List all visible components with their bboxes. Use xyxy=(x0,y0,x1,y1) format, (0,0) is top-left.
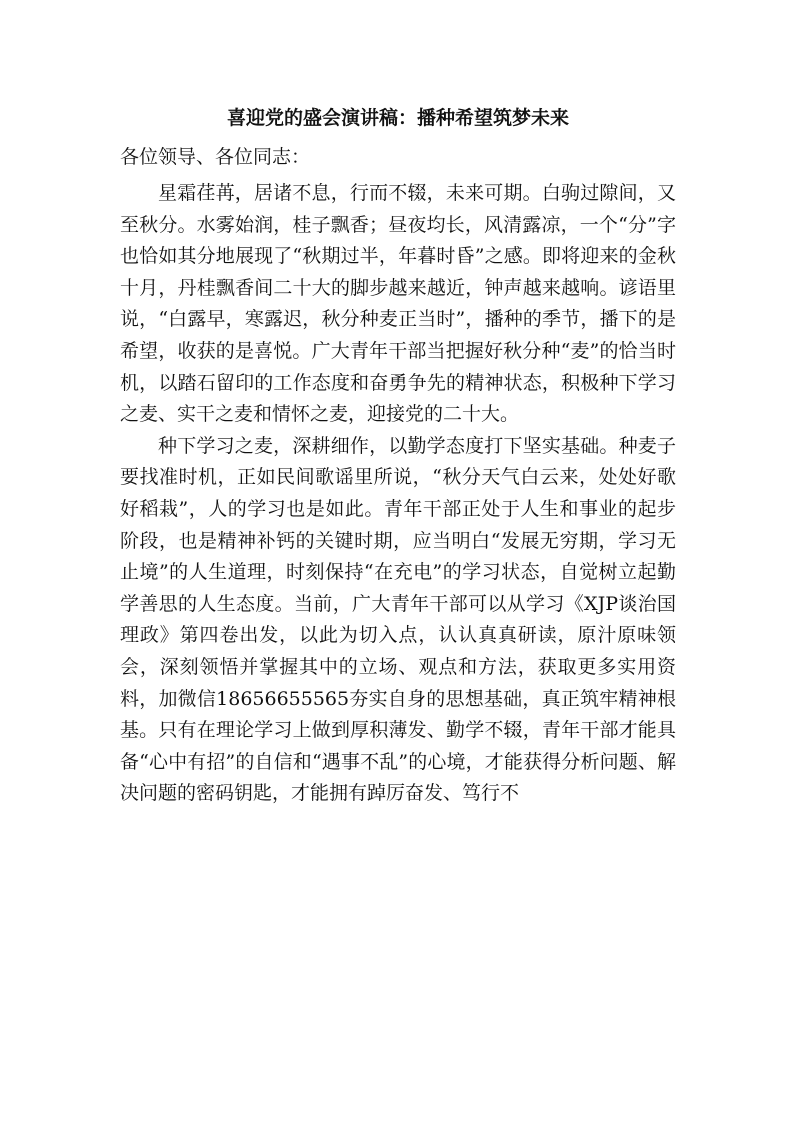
document-body xyxy=(120,178,676,810)
salutation: 各位领导、各位同志： xyxy=(120,146,311,168)
document-title: 喜迎党的盛会演讲稿：播种希望筑梦未来 xyxy=(226,107,569,129)
paragraph-intro: 星霜荏苒，居诸不息，行而不辍，未来可期。白驹过隙间，又至秋分。水雾始润，桂子飘香；昼夜均长，风清露凉，一个“分”字也恰如其分地展现了“秋期过半，年暮时昏”之感。即将迎来的金秋十月，丹桂飘香间二十大的脚步越来越近，钟声越来越响。谚语里说，“白露早，寒露迟，秋分种麦正当时”，播种的季节，播下的是希望，收获的是喜悦。广大青年干部当把握好秋分种“麦”的恰当时机，以踏石留印的工作态度和奋勇争先的精神状态，积极种下学习之麦、实干之麦和情怀之麦，迎接党的二十大。 xyxy=(120,182,676,426)
paragraph-study: 种下学习之麦，深耕细作，以勤学态度打下坚实基础。种麦子要找准时机，正如民间歌谣里所说，“秋分天气白云来，处处好歌好稻栽”，人的学习也是如此。青年干部正处于人生和事业的起步阶段，也是精神补钙的关键时期，应当明白“发展无穷期，学习无止境”的人生道理，时刻保持“在充电”的学习状态，自觉树立起勤学善思的人生态度。当前，广大青年干部可以从学习《XJP谈治国理政》第四卷出发，以此为切入点，认认真真研读，原汁原味领会，深刻领悟并掌握其中的立场、观点和方法，获取更多实用资料，加微信18656655565夯实自身的思想基础，真正筑牢精神根基。只有在理论学习上做到厚积薄发、勤学不辍，青年干部才能具备“心中有招”的自信和“遇事不乱”的心境，才能获得分析问题、解决问题的密码钥匙，才能拥有踔厉奋发、笃行不 xyxy=(120,434,676,805)
